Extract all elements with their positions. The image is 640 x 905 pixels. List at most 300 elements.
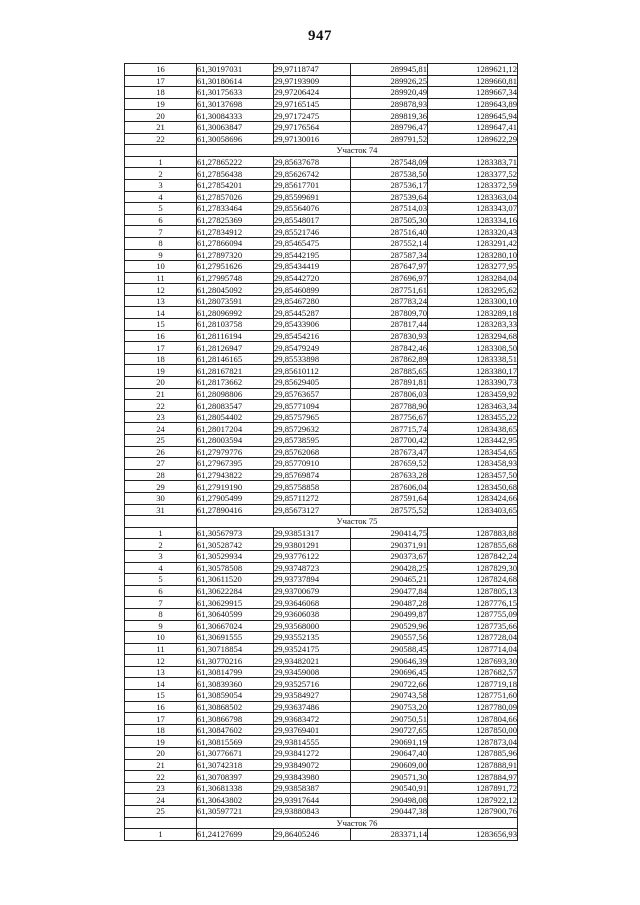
latitude-cell: 61,30528742 [197,539,274,551]
longitude-cell: 29,93552135 [274,632,351,644]
table-row [125,156,518,168]
latitude-cell: 61,28045092 [197,284,274,296]
point-number-cell: 4 [125,191,197,203]
table-row [125,98,518,110]
longitude-cell: 29,97118747 [274,64,351,76]
point-number-cell: 20 [125,110,197,122]
point-number-cell: 11 [125,643,197,655]
point-number-cell: 16 [125,64,197,76]
longitude-cell: 29,85763657 [274,388,351,400]
x-coordinate-cell: 290588,45 [351,643,428,655]
table-row [125,214,518,226]
y-coordinate-cell: 1289622,29 [428,133,518,145]
y-coordinate-cell: 1283308,50 [428,342,518,354]
y-coordinate-cell: 1289660,81 [428,75,518,87]
x-coordinate-cell: 290540,91 [351,782,428,794]
y-coordinate-cell: 1283284,04 [428,272,518,284]
point-number-cell: 15 [125,690,197,702]
latitude-cell: 61,28017204 [197,423,274,435]
table-row [125,179,518,191]
y-coordinate-cell: 1287829,30 [428,562,518,574]
y-coordinate-cell: 1287804,66 [428,713,518,725]
y-coordinate-cell: 1289667,34 [428,87,518,99]
point-number-cell: 17 [125,75,197,87]
longitude-cell: 29,93849072 [274,759,351,771]
y-coordinate-cell: 1287883,88 [428,527,518,539]
table-row [125,330,518,342]
latitude-cell: 61,27866094 [197,237,274,249]
longitude-cell: 29,85758858 [274,481,351,493]
y-coordinate-cell: 1289647,41 [428,121,518,133]
longitude-cell: 29,85467280 [274,295,351,307]
x-coordinate-cell: 290647,40 [351,748,428,760]
y-coordinate-cell: 1287693,30 [428,655,518,667]
x-coordinate-cell: 287817,44 [351,319,428,331]
point-number-cell: 19 [125,98,197,110]
x-coordinate-cell: 290696,45 [351,666,428,678]
x-coordinate-cell: 287548,09 [351,156,428,168]
section-header-blank-cell [125,145,197,157]
y-coordinate-cell: 1287714,04 [428,643,518,655]
y-coordinate-cell: 1287885,96 [428,748,518,760]
table-row [125,458,518,470]
longitude-cell: 29,85445287 [274,307,351,319]
x-coordinate-cell: 287587,34 [351,249,428,261]
latitude-cell: 61,28173662 [197,377,274,389]
latitude-cell: 61,30137698 [197,98,274,110]
x-coordinate-cell: 290499,87 [351,608,428,620]
latitude-cell: 61,27905499 [197,492,274,504]
y-coordinate-cell: 1283338,51 [428,353,518,365]
point-number-cell: 25 [125,806,197,818]
point-number-cell: 1 [125,156,197,168]
y-coordinate-cell: 1283383,71 [428,156,518,168]
table-row [125,574,518,586]
longitude-cell: 29,93568000 [274,620,351,632]
point-number-cell: 24 [125,423,197,435]
y-coordinate-cell: 1287682,57 [428,666,518,678]
latitude-cell: 61,30578508 [197,562,274,574]
x-coordinate-cell: 289878,93 [351,98,428,110]
y-coordinate-cell: 1283390,73 [428,377,518,389]
latitude-cell: 61,28167821 [197,365,274,377]
longitude-cell: 29,85757965 [274,411,351,423]
latitude-cell: 61,30084333 [197,110,274,122]
point-number-cell: 18 [125,353,197,365]
latitude-cell: 61,28073591 [197,295,274,307]
x-coordinate-cell: 287696,97 [351,272,428,284]
table-row [125,794,518,806]
point-number-cell: 6 [125,214,197,226]
x-coordinate-cell: 287756,67 [351,411,428,423]
y-coordinate-cell: 1287850,00 [428,724,518,736]
x-coordinate-cell: 290428,25 [351,562,428,574]
latitude-cell: 61,30640599 [197,608,274,620]
point-number-cell: 1 [125,527,197,539]
longitude-cell: 29,97130016 [274,133,351,145]
latitude-cell: 61,30718854 [197,643,274,655]
table-row [125,469,518,481]
latitude-cell: 61,27856438 [197,168,274,180]
longitude-cell: 29,85771094 [274,400,351,412]
longitude-cell: 29,85548017 [274,214,351,226]
x-coordinate-cell: 287715,74 [351,423,428,435]
point-number-cell: 22 [125,400,197,412]
latitude-cell: 61,27995748 [197,272,274,284]
longitude-cell: 29,97172475 [274,110,351,122]
longitude-cell: 29,85533898 [274,353,351,365]
table-row [125,226,518,238]
table-row [125,319,518,331]
latitude-cell: 61,30058696 [197,133,274,145]
x-coordinate-cell: 290750,51 [351,713,428,725]
longitude-cell: 29,93841272 [274,748,351,760]
x-coordinate-cell: 289791,52 [351,133,428,145]
y-coordinate-cell: 1287884,97 [428,771,518,783]
latitude-cell: 61,28096992 [197,307,274,319]
table-row [125,678,518,690]
x-coordinate-cell: 290727,65 [351,724,428,736]
y-coordinate-cell: 1283277,95 [428,261,518,273]
longitude-cell: 29,93801291 [274,539,351,551]
latitude-cell: 61,30175633 [197,87,274,99]
latitude-cell: 61,28054402 [197,411,274,423]
point-number-cell: 13 [125,295,197,307]
table-row [125,295,518,307]
latitude-cell: 61,30681338 [197,782,274,794]
x-coordinate-cell: 287751,61 [351,284,428,296]
longitude-cell: 29,97176564 [274,121,351,133]
table-row [125,435,518,447]
x-coordinate-cell: 289926,25 [351,75,428,87]
y-coordinate-cell: 1283334,16 [428,214,518,226]
point-number-cell: 22 [125,133,197,145]
x-coordinate-cell: 287516,40 [351,226,428,238]
longitude-cell: 29,93459008 [274,666,351,678]
y-coordinate-cell: 1287842,24 [428,550,518,562]
table-row [125,168,518,180]
x-coordinate-cell: 290753,20 [351,701,428,713]
x-coordinate-cell: 287647,97 [351,261,428,273]
y-coordinate-cell: 1283459,92 [428,388,518,400]
longitude-cell: 29,93843980 [274,771,351,783]
point-number-cell: 26 [125,446,197,458]
point-number-cell: 12 [125,284,197,296]
point-number-cell: 11 [125,272,197,284]
x-coordinate-cell: 287659,52 [351,458,428,470]
longitude-cell: 29,85454216 [274,330,351,342]
table-row [125,736,518,748]
longitude-cell: 29,93917644 [274,794,351,806]
latitude-cell: 61,30847602 [197,724,274,736]
point-number-cell: 31 [125,504,197,516]
x-coordinate-cell: 287514,03 [351,203,428,215]
latitude-cell: 61,30691555 [197,632,274,644]
point-number-cell: 17 [125,342,197,354]
latitude-cell: 61,30742318 [197,759,274,771]
longitude-cell: 29,93637486 [274,701,351,713]
latitude-cell: 61,27854201 [197,179,274,191]
point-number-cell: 8 [125,608,197,620]
y-coordinate-cell: 1287776,15 [428,597,518,609]
x-coordinate-cell: 290465,21 [351,574,428,586]
y-coordinate-cell: 1287922,12 [428,794,518,806]
longitude-cell: 29,93700679 [274,585,351,597]
y-coordinate-cell: 1283283,33 [428,319,518,331]
x-coordinate-cell: 287842,46 [351,342,428,354]
table-row [125,632,518,644]
point-number-cell: 17 [125,713,197,725]
table-row [125,748,518,760]
point-number-cell: 23 [125,411,197,423]
y-coordinate-cell: 1289645,94 [428,110,518,122]
latitude-cell: 61,27857026 [197,191,274,203]
table-row [125,620,518,632]
x-coordinate-cell: 287891,81 [351,377,428,389]
table-row [125,261,518,273]
latitude-cell: 61,30622284 [197,585,274,597]
longitude-cell: 29,85711272 [274,492,351,504]
point-number-cell: 2 [125,539,197,551]
table-row [125,121,518,133]
x-coordinate-cell: 287788,90 [351,400,428,412]
longitude-cell: 29,85738595 [274,435,351,447]
longitude-cell: 29,93525716 [274,678,351,690]
x-coordinate-cell: 287673,47 [351,446,428,458]
x-coordinate-cell: 290557,56 [351,632,428,644]
x-coordinate-cell: 289819,36 [351,110,428,122]
point-number-cell: 30 [125,492,197,504]
x-coordinate-cell: 290571,30 [351,771,428,783]
x-coordinate-cell: 287830,93 [351,330,428,342]
longitude-cell: 29,85564076 [274,203,351,215]
point-number-cell: 7 [125,226,197,238]
y-coordinate-cell: 1283455,22 [428,411,518,423]
longitude-cell: 29,85599691 [274,191,351,203]
x-coordinate-cell: 290743,58 [351,690,428,702]
section-header-blank-cell [125,817,197,829]
point-number-cell: 29 [125,481,197,493]
point-number-cell: 8 [125,237,197,249]
longitude-cell: 29,85770910 [274,458,351,470]
y-coordinate-cell: 1283458,93 [428,458,518,470]
point-number-cell: 9 [125,620,197,632]
point-number-cell: 9 [125,249,197,261]
table-row [125,829,518,841]
latitude-cell: 61,27951626 [197,261,274,273]
y-coordinate-cell: 1287855,68 [428,539,518,551]
x-coordinate-cell: 290722,66 [351,678,428,690]
y-coordinate-cell: 1283380,17 [428,365,518,377]
section-header-row [125,516,518,528]
table-row [125,481,518,493]
longitude-cell: 29,85762068 [274,446,351,458]
x-coordinate-cell: 290414,75 [351,527,428,539]
longitude-cell: 29,93776122 [274,550,351,562]
table-row [125,110,518,122]
longitude-cell: 29,85479249 [274,342,351,354]
latitude-cell: 61,30180614 [197,75,274,87]
x-coordinate-cell: 287783,24 [351,295,428,307]
latitude-cell: 61,28098806 [197,388,274,400]
x-coordinate-cell: 287591,64 [351,492,428,504]
section-title: Участок 75 [197,516,518,528]
table-row [125,272,518,284]
point-number-cell: 24 [125,794,197,806]
y-coordinate-cell: 1283457,50 [428,469,518,481]
y-coordinate-cell: 1289643,89 [428,98,518,110]
longitude-cell: 29,93606038 [274,608,351,620]
point-number-cell: 7 [125,597,197,609]
latitude-cell: 61,30814799 [197,666,274,678]
table-row [125,191,518,203]
y-coordinate-cell: 1283280,10 [428,249,518,261]
table-row [125,411,518,423]
longitude-cell: 29,93683472 [274,713,351,725]
point-number-cell: 12 [125,655,197,667]
x-coordinate-cell: 290447,38 [351,806,428,818]
x-coordinate-cell: 287885,65 [351,365,428,377]
latitude-cell: 61,30866798 [197,713,274,725]
point-number-cell: 4 [125,562,197,574]
y-coordinate-cell: 1287888,91 [428,759,518,771]
point-number-cell: 10 [125,632,197,644]
latitude-cell: 61,27834912 [197,226,274,238]
point-number-cell: 25 [125,435,197,447]
latitude-cell: 61,30708397 [197,771,274,783]
table-row [125,643,518,655]
longitude-cell: 29,85521746 [274,226,351,238]
longitude-cell: 29,93524175 [274,643,351,655]
point-number-cell: 23 [125,782,197,794]
point-number-cell: 16 [125,701,197,713]
table-row [125,759,518,771]
point-number-cell: 15 [125,319,197,331]
y-coordinate-cell: 1283372,59 [428,179,518,191]
longitude-cell: 29,85434419 [274,261,351,273]
longitude-cell: 29,93858387 [274,782,351,794]
x-coordinate-cell: 290373,67 [351,550,428,562]
point-number-cell: 20 [125,748,197,760]
latitude-cell: 61,27967395 [197,458,274,470]
x-coordinate-cell: 287606,04 [351,481,428,493]
point-number-cell: 6 [125,585,197,597]
table-row [125,806,518,818]
latitude-cell: 61,27890416 [197,504,274,516]
latitude-cell: 61,30567973 [197,527,274,539]
table-row [125,562,518,574]
longitude-cell: 29,93851317 [274,527,351,539]
x-coordinate-cell: 289920,49 [351,87,428,99]
longitude-cell: 29,93737894 [274,574,351,586]
point-number-cell: 28 [125,469,197,481]
x-coordinate-cell: 287700,42 [351,435,428,447]
x-coordinate-cell: 290371,91 [351,539,428,551]
y-coordinate-cell: 1283294,68 [428,330,518,342]
table-row [125,527,518,539]
point-number-cell: 5 [125,574,197,586]
longitude-cell: 29,85442720 [274,272,351,284]
table-row [125,133,518,145]
section-header-row [125,817,518,829]
table-row [125,666,518,678]
latitude-cell: 61,30063847 [197,121,274,133]
table-row [125,87,518,99]
longitude-cell: 29,85442195 [274,249,351,261]
latitude-cell: 61,28003594 [197,435,274,447]
x-coordinate-cell: 287536,17 [351,179,428,191]
latitude-cell: 61,30643802 [197,794,274,806]
table-row [125,64,518,76]
page-number: 947 [308,28,332,44]
y-coordinate-cell: 1283442,95 [428,435,518,447]
x-coordinate-cell: 290487,28 [351,597,428,609]
table-row [125,365,518,377]
x-coordinate-cell: 287538,50 [351,168,428,180]
y-coordinate-cell: 1283438,65 [428,423,518,435]
latitude-cell: 61,27919190 [197,481,274,493]
point-number-cell: 18 [125,87,197,99]
longitude-cell: 29,97193909 [274,75,351,87]
y-coordinate-cell: 1287780,09 [428,701,518,713]
y-coordinate-cell: 1283403,65 [428,504,518,516]
latitude-cell: 61,30529934 [197,550,274,562]
y-coordinate-cell: 1287900,76 [428,806,518,818]
longitude-cell: 29,85769874 [274,469,351,481]
latitude-cell: 61,30667024 [197,620,274,632]
latitude-cell: 61,30839360 [197,678,274,690]
x-coordinate-cell: 290609,00 [351,759,428,771]
longitude-cell: 29,85460899 [274,284,351,296]
longitude-cell: 29,93748723 [274,562,351,574]
latitude-cell: 61,27897320 [197,249,274,261]
x-coordinate-cell: 287552,14 [351,237,428,249]
longitude-cell: 29,85610112 [274,365,351,377]
latitude-cell: 61,27825369 [197,214,274,226]
table-row [125,203,518,215]
longitude-cell: 29,93584927 [274,690,351,702]
x-coordinate-cell: 287505,30 [351,214,428,226]
longitude-cell: 29,85637678 [274,156,351,168]
longitude-cell: 29,93880843 [274,806,351,818]
table-row [125,353,518,365]
x-coordinate-cell: 287633,28 [351,469,428,481]
latitude-cell: 61,28116194 [197,330,274,342]
table-row [125,585,518,597]
longitude-cell: 29,97206424 [274,87,351,99]
y-coordinate-cell: 1287891,72 [428,782,518,794]
point-number-cell: 21 [125,121,197,133]
latitude-cell: 61,30197031 [197,64,274,76]
point-number-cell: 3 [125,550,197,562]
y-coordinate-cell: 1283289,18 [428,307,518,319]
y-coordinate-cell: 1283454,65 [428,446,518,458]
point-number-cell: 16 [125,330,197,342]
latitude-cell: 61,30868502 [197,701,274,713]
y-coordinate-cell: 1283424,66 [428,492,518,504]
y-coordinate-cell: 1287755,09 [428,608,518,620]
x-coordinate-cell: 287575,52 [351,504,428,516]
point-number-cell: 1 [125,829,197,841]
latitude-cell: 61,30629915 [197,597,274,609]
x-coordinate-cell: 290691,19 [351,736,428,748]
x-coordinate-cell: 290646,39 [351,655,428,667]
longitude-cell: 29,86405246 [274,829,351,841]
y-coordinate-cell: 1283450,68 [428,481,518,493]
longitude-cell: 29,93482021 [274,655,351,667]
y-coordinate-cell: 1289621,12 [428,64,518,76]
table-row [125,284,518,296]
